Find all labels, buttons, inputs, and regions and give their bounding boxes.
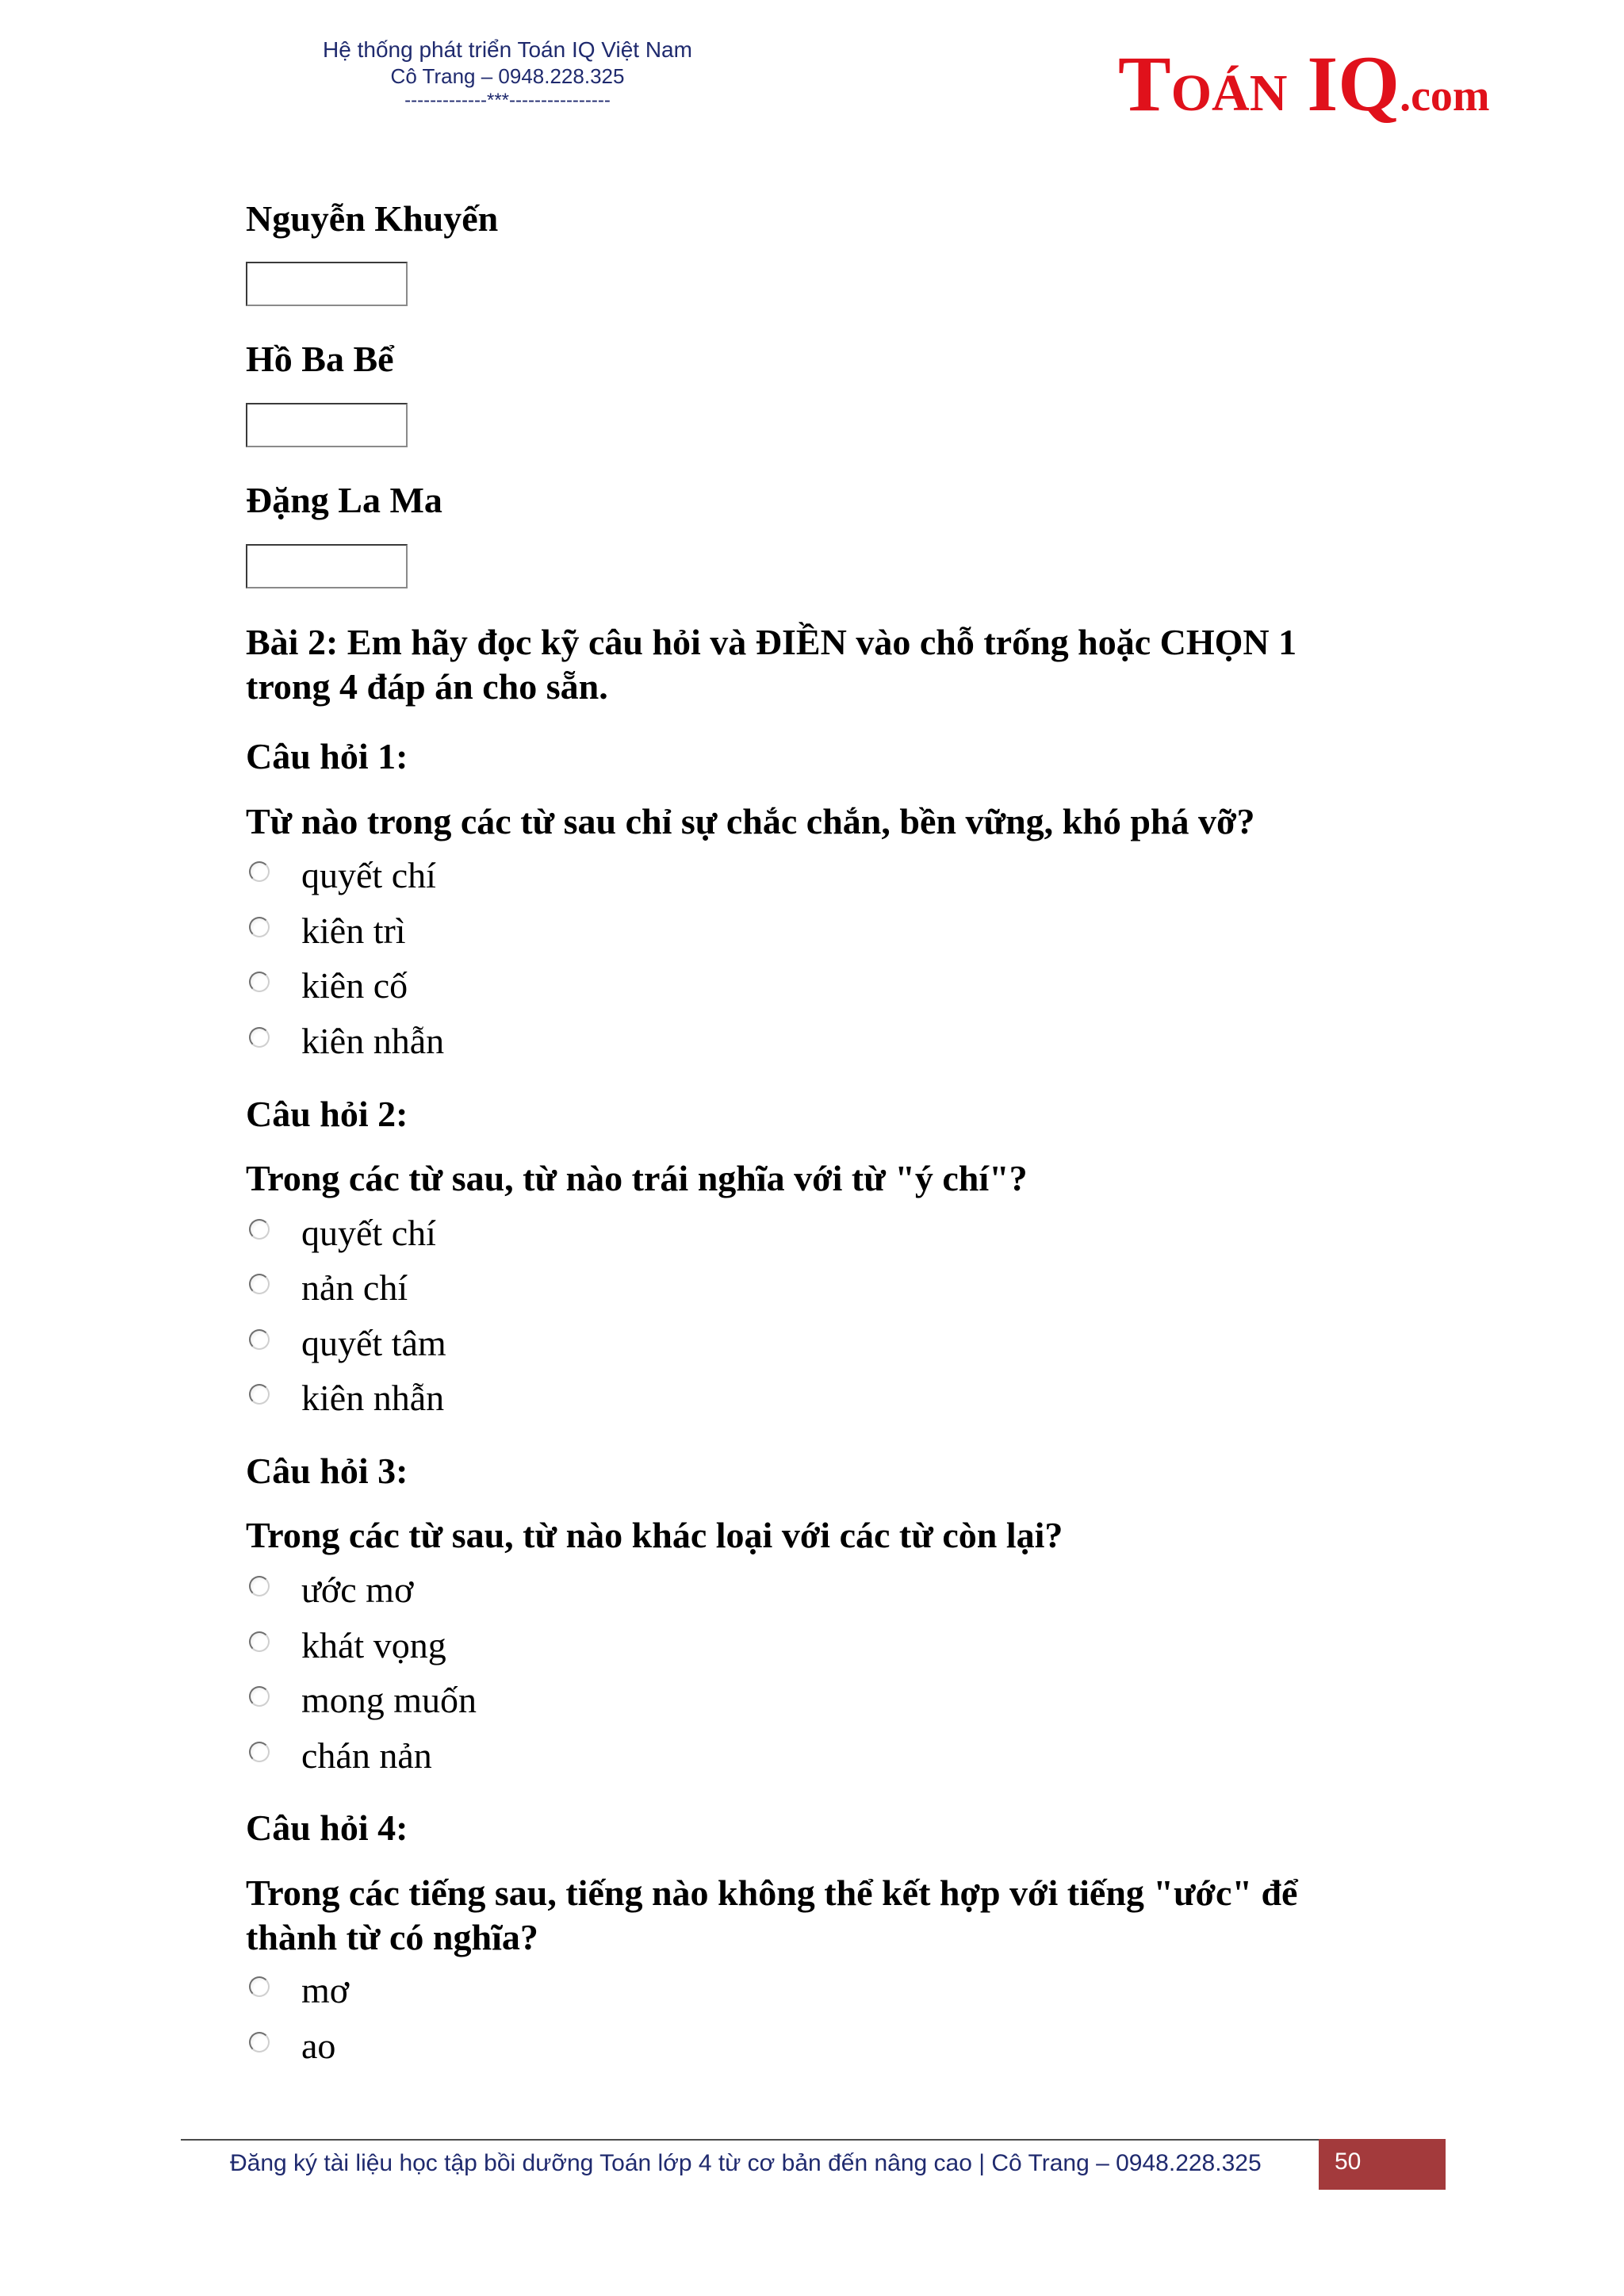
option-label: khát vọng [301,1625,446,1665]
name-label: Đặng La Ma [246,480,442,520]
option-label: mơ [301,1970,350,2010]
radio-button[interactable] [249,1329,270,1350]
answer-option[interactable] [246,1968,1039,2016]
answer-option[interactable] [246,1734,1039,1781]
radio-button[interactable] [249,1219,270,1240]
radio-button[interactable] [249,2032,270,2053]
option-label: nản chí [301,1267,408,1308]
answer-option[interactable] [246,1568,1039,1616]
toaniq-logo: TOÁN IQ.com [1118,40,1490,128]
radio-button[interactable] [249,1274,270,1294]
question-text: Từ nào trong các từ sau chỉ sự chắc chắn, bền vững, khó phá vỡ? [246,801,1255,841]
answer-input[interactable] [246,262,408,306]
option-label: kiên cố [301,965,408,1006]
answer-option[interactable] [246,1019,1039,1067]
header-line-organization: Hệ thống phát triển Toán IQ Việt Nam [323,37,692,62]
exercise-title: Bài 2: Em hãy đọc kỹ câu hỏi và ĐIỀN vào chỗ trống hoặc CHỌN 1 trong 4 đáp án cho sẵn. [246,622,1297,707]
question-text: Trong các từ sau, từ nào trái nghĩa với từ "ý chí"? [246,1158,1028,1198]
header-line-contact: Cô Trang – 0948.228.325 [390,64,625,88]
footer-divider [181,2139,1446,2141]
radio-button[interactable] [249,972,270,992]
name-label: Hồ Ba Bể [246,339,394,379]
radio-button[interactable] [249,1631,270,1652]
option-label: quyết chí [301,1213,436,1253]
option-label: kiên nhẫn [301,1021,445,1061]
radio-button[interactable] [249,1027,270,1048]
answer-option[interactable] [246,964,1039,1011]
question-label: Câu hỏi 1: [246,736,408,776]
answer-input[interactable] [246,403,408,447]
option-label: kiên trì [301,910,406,951]
option-label: ao [301,2026,336,2066]
header-info [270,36,745,113]
question-label: Câu hỏi 2: [246,1094,408,1134]
page-number: 50 [1319,2139,1446,2190]
answer-input[interactable] [246,544,408,588]
radio-button[interactable] [249,1384,270,1405]
answer-option[interactable] [246,1678,1039,1726]
header-divider: -------------***---------------- [404,90,611,111]
answer-option[interactable] [246,853,1039,901]
option-label: kiên nhẫn [301,1378,445,1418]
radio-button[interactable] [249,861,270,882]
answer-option[interactable] [246,1623,1039,1671]
answer-option[interactable] [246,2024,1039,2072]
option-label: mong muốn [301,1680,477,1720]
answer-option[interactable] [246,1321,1039,1369]
question-label: Câu hỏi 3: [246,1451,408,1491]
question-text: Trong các từ sau, từ nào khác loại với các từ còn lại? [246,1515,1063,1555]
radio-button[interactable] [249,1686,270,1707]
answer-option[interactable] [246,1376,1039,1424]
option-label: quyết tâm [301,1323,446,1363]
answer-option[interactable] [246,909,1039,956]
question-text: Trong các tiếng sau, tiếng nào không thể kết hợp với tiếng "ước" để thành từ có nghĩa? [246,1872,1298,1957]
option-label: ước mơ [301,1570,414,1610]
footer-text: Đăng ký tài liệu học tập bồi dưỡng Toán lớp 4 từ cơ bản đến nâng cao | Cô Trang – 0948.228.325 [230,2150,1262,2176]
answer-option[interactable] [246,1266,1039,1313]
answer-option[interactable] [246,1211,1039,1259]
radio-button[interactable] [249,917,270,937]
radio-button[interactable] [249,1576,270,1596]
name-label: Nguyễn Khuyến [246,198,499,239]
radio-button[interactable] [249,1976,270,1997]
option-label: quyết chí [301,855,436,895]
radio-button[interactable] [249,1742,270,1762]
option-label: chán nản [301,1735,432,1776]
question-label: Câu hỏi 4: [246,1807,408,1848]
